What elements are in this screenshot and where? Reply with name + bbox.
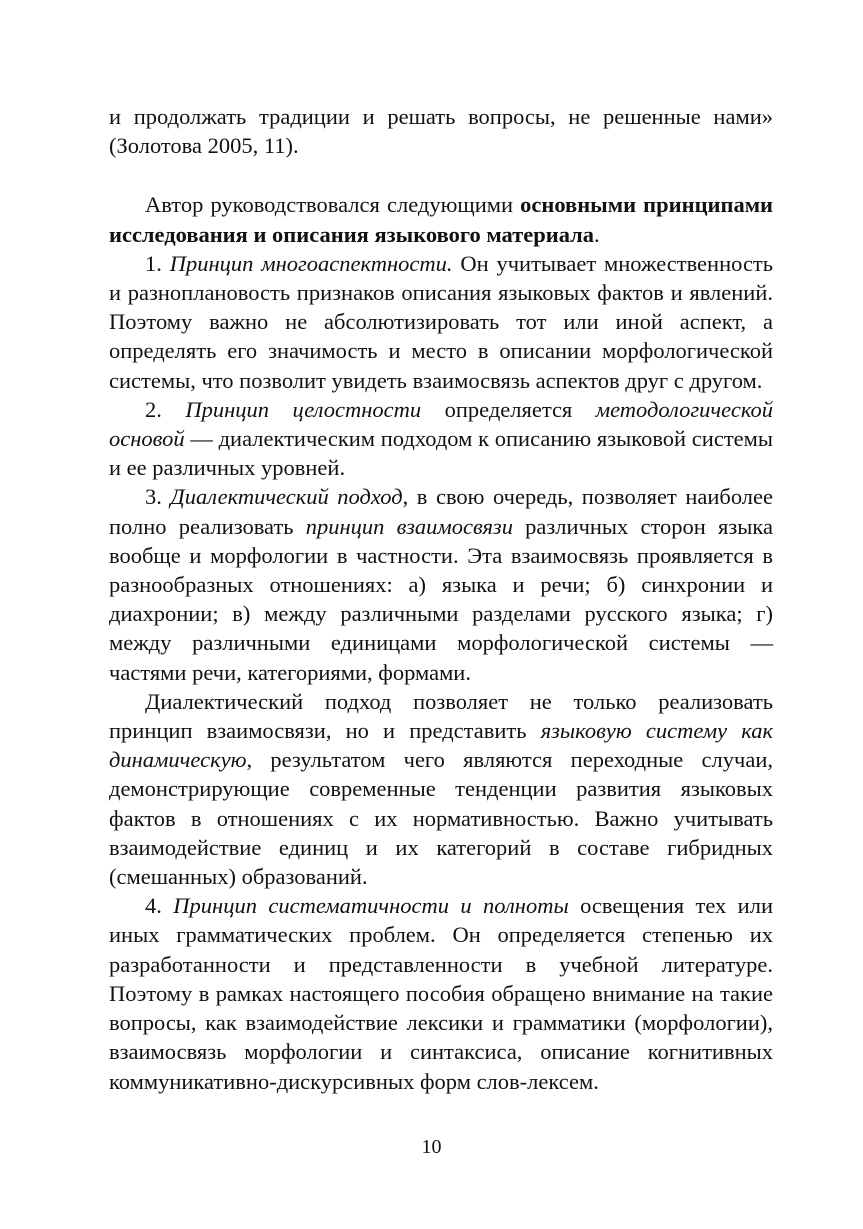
italic-text: методологической основой [109, 396, 773, 452]
paragraph-principle-4 [109, 891, 773, 1095]
paragraph-dialectic-approach [109, 687, 773, 891]
text-run: освещения тех или иных грамматических проблем. Он определяется степенью их разработанности и представленности в учебной литературе. Поэтому в рамках настоящего пособия обращено внимание на такие вопросы, как взаимодействие лексики и грамматики (морфологии), взаимосвязь морфологии и синтаксиса, описание когнитивных коммуникативно-дискурсивных форм слов-лексем. [109, 893, 773, 1094]
text-run: 1. [145, 250, 170, 276]
text-run: , в свою очередь, позволяет наиболее полно реализовать [109, 484, 773, 539]
paragraph-principle-1 [109, 249, 773, 395]
italic-text: Диалектический подход [170, 484, 403, 510]
text-run: 4. [145, 893, 174, 919]
italic-text: Принцип многоаспектности. [169, 250, 453, 276]
text-run: и продолжать традиции и решать вопросы, не решенные нами» (Золотова 2005, 11). [109, 104, 773, 159]
text-run: различных сторон языка вообще и морфологии в частности. Эта взаимосвязь проявляется в разнообразных отношениях: а) языка и речи; б) синхронии и диахронии; в) между различными разделами русского языка; г) между различными единицами морфологической системы — частями речи, категориями, формами. [109, 513, 773, 685]
text-run: , результатом чего являются переходные случаи, демонстрирующие современные тенденции развития языковых фактов в отношениях с их нормативностью. Важно учитывать взаимодействие единиц и их категорий в составе гибридных (смешанных) образований. [109, 747, 773, 890]
text-run: Автор руководствовался следующими [145, 192, 521, 218]
paragraph-principle-3 [109, 482, 773, 686]
italic-text: Принцип систематичности и полноты [173, 893, 569, 919]
text-run: 3. [145, 484, 171, 510]
italic-text: Принцип целостности [185, 396, 422, 422]
text-run: . [594, 221, 600, 247]
paragraph-quote-end [109, 102, 773, 160]
text-run: 2. [145, 396, 186, 422]
text-run: — диалектическим подходом к описанию языковой системы и ее различных уровней. [109, 426, 773, 481]
text-run: Он учитывает множественность и разноплановость признаков описания языковых фактов и явлений. Поэтому важно не абсолютизировать тот или иной аспект, а определять его значимость и место в описании морфологической системы, что позволит увидеть взаимосвязь аспектов друг с другом. [109, 250, 774, 393]
italic-text: принцип взаимосвязи [305, 513, 513, 539]
text-run: определяется [421, 396, 596, 422]
paragraph-principle-2 [109, 395, 773, 483]
bold-text: основными принципами исследования и описания языкового материала [109, 192, 773, 247]
page-number: 10 [421, 1136, 442, 1158]
paragraph-principles-intro [109, 190, 773, 248]
italic-text: языковую систему как динамическую [109, 718, 773, 773]
text-run: Диалектический подход позволяет не только реализовать принцип взаимосвязи, но и представить [109, 688, 773, 744]
